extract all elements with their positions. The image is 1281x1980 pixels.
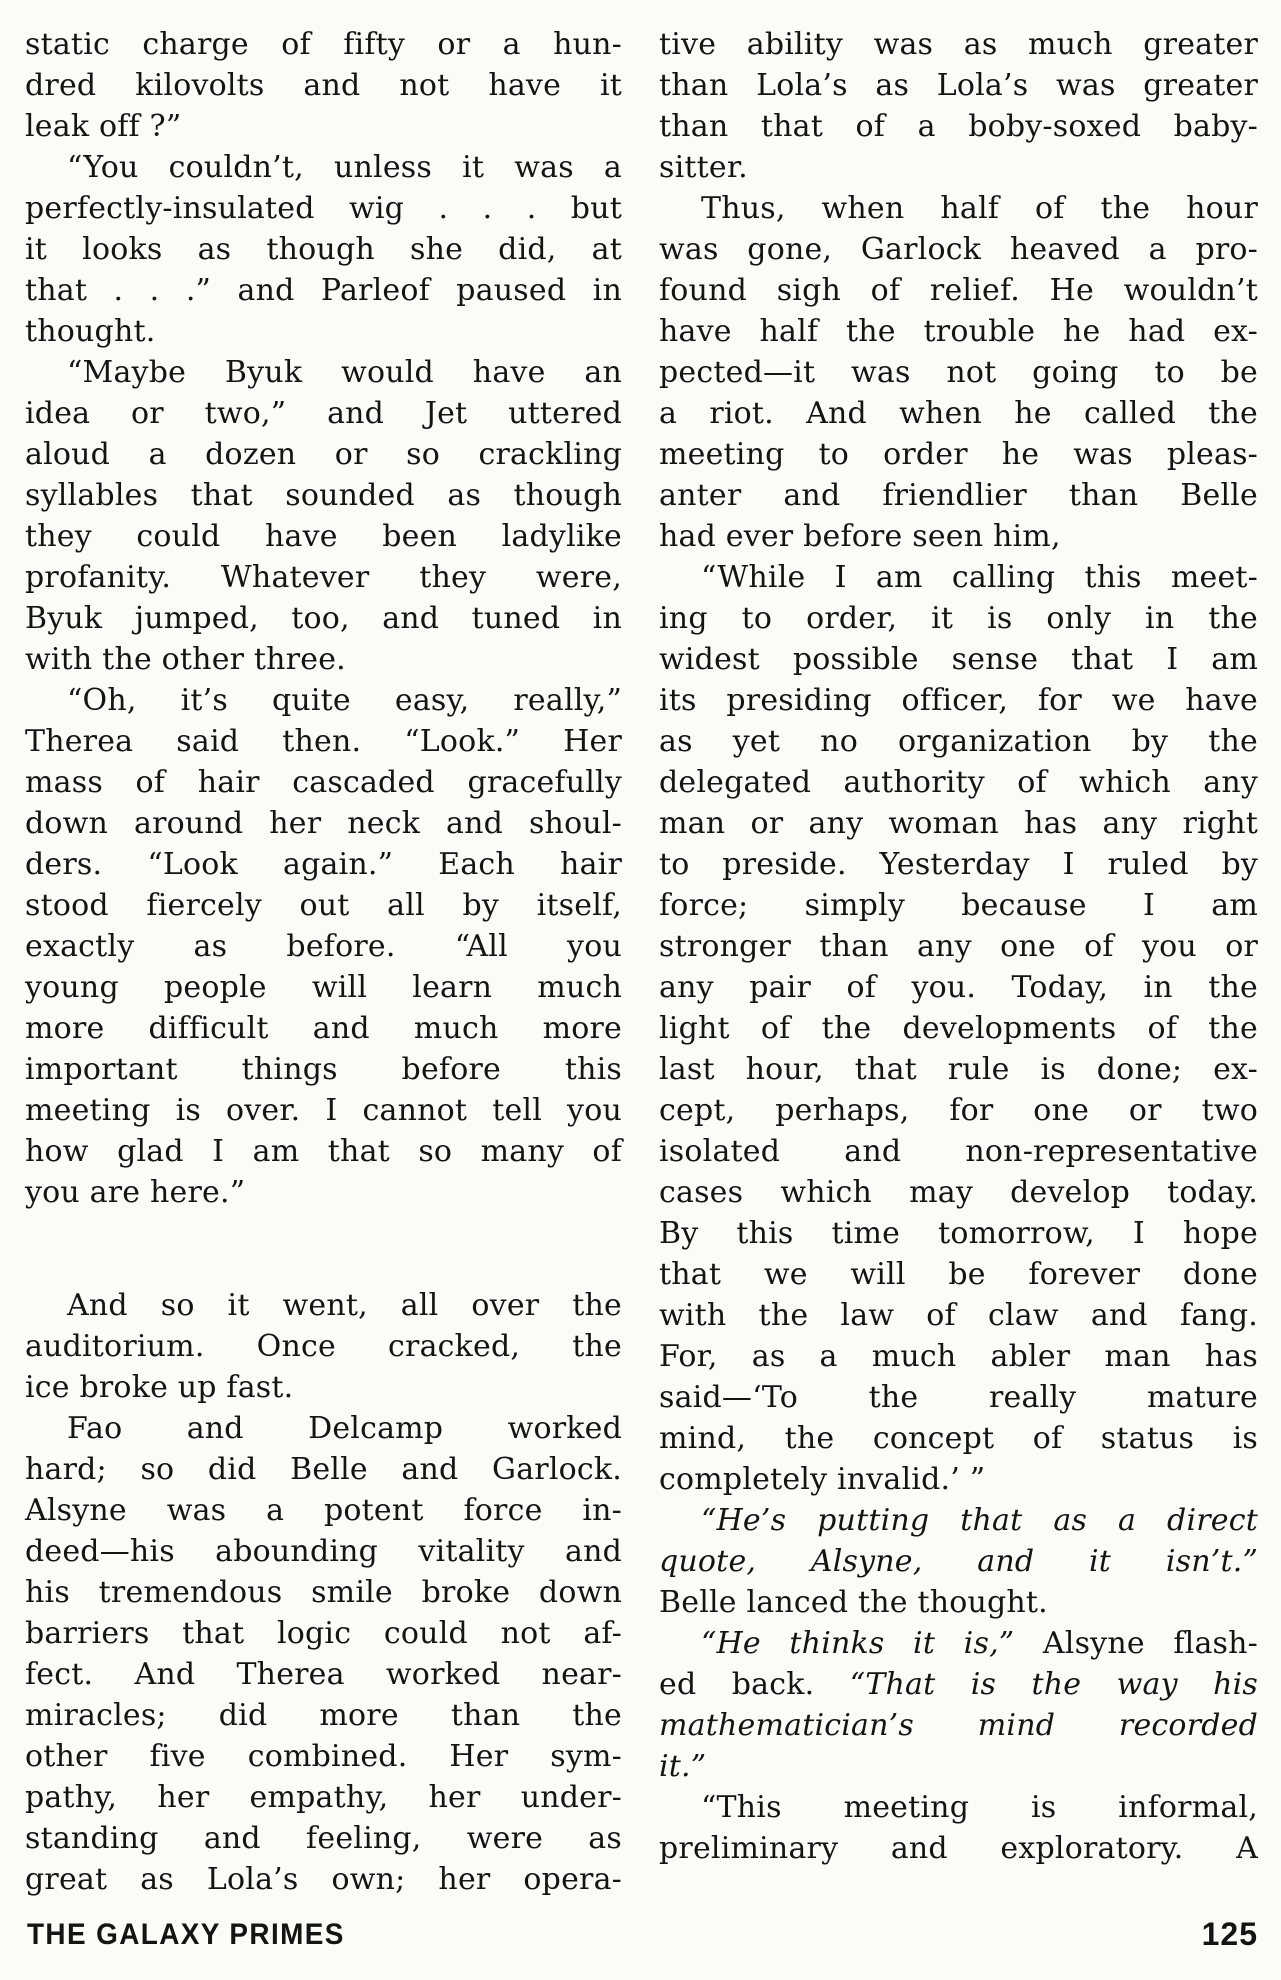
text-line: to preside. Yesterday I ruled by xyxy=(659,847,1258,882)
text-segment: mathematician’s mind recorded xyxy=(659,1708,1258,1743)
text-line: ders. “Look again.” Each hair xyxy=(25,847,622,882)
paragraph xyxy=(25,352,622,680)
text-segment: “That is the way his xyxy=(849,1667,1259,1702)
text-line xyxy=(659,1664,1258,1705)
text-line: leak off ?” xyxy=(25,109,182,144)
text-line: “While I am calling this meet- xyxy=(701,560,1258,595)
paragraph xyxy=(25,1408,622,1900)
paragraph xyxy=(659,24,1258,188)
paragraph xyxy=(659,1787,1258,1869)
text-segment: quote, Alsyne, and it isn’t.” xyxy=(659,1544,1258,1579)
text-line: man or any woman has any right xyxy=(659,806,1258,841)
text-line: isolated and non-representative xyxy=(659,1134,1258,1169)
text-segment: it.” xyxy=(659,1749,707,1784)
text-line: cases which may develop today. xyxy=(659,1175,1258,1210)
paragraph xyxy=(659,1500,1258,1623)
text-line: ice broke up fast. xyxy=(25,1370,294,1405)
text-line: have half the trouble he had ex- xyxy=(659,314,1258,349)
paragraph xyxy=(25,1285,622,1408)
paragraph xyxy=(659,557,1258,1500)
text-line: barriers that logic could not af- xyxy=(25,1616,622,1651)
text-line: miracles; did more than the xyxy=(25,1698,622,1733)
text-line: auditorium. Once cracked, the xyxy=(25,1329,622,1364)
text-line xyxy=(659,1541,1258,1582)
text-line: Fao and Delcamp worked xyxy=(67,1411,622,1446)
text-segment: “He’s putting that as a direct xyxy=(701,1503,1258,1538)
text-line: than Lola’s as Lola’s was greater xyxy=(659,68,1258,103)
text-line: they could have been ladylike xyxy=(25,519,622,554)
text-line: that . . .” and Parleof paused in xyxy=(25,273,622,308)
text-line: static charge of fifty or a hun- xyxy=(25,27,622,62)
text-line: mass of hair cascaded gracefully xyxy=(25,765,622,800)
text-line: other five combined. Her sym- xyxy=(25,1739,622,1774)
text-line: profanity. Whatever they were, xyxy=(25,560,622,595)
text-line: aloud a dozen or so crackling xyxy=(25,437,622,472)
page-number: 125 xyxy=(1201,1916,1258,1952)
text-line: last hour, that rule is done; ex- xyxy=(659,1052,1258,1087)
text-line: young people will learn much xyxy=(25,970,622,1005)
text-line: pathy, her empathy, her under- xyxy=(25,1780,622,1815)
text-line: it looks as though she did, at xyxy=(25,232,622,267)
text-line: fect. And Therea worked near- xyxy=(25,1657,622,1692)
text-segment: Alsyne flash- xyxy=(1014,1626,1258,1661)
paragraph xyxy=(659,1623,1258,1787)
text-line: syllables that sounded as though xyxy=(25,478,622,513)
text-line: Thus, when half of the hour xyxy=(701,191,1258,226)
text-line: preliminary and exploratory. A xyxy=(659,1831,1258,1866)
text-line: deed—his abounding vitality and xyxy=(25,1534,622,1569)
text-segment: “He thinks it is,” xyxy=(701,1626,1015,1661)
text-line: had ever before seen him, xyxy=(659,519,1061,554)
text-line: mind, the concept of status is xyxy=(659,1421,1258,1456)
text-line: widest possible sense that I am xyxy=(659,642,1258,677)
text-line: down around her neck and shoul- xyxy=(25,806,622,841)
text-line: that we will be forever done xyxy=(659,1257,1258,1292)
text-line: “You couldn’t, unless it was a xyxy=(67,150,622,185)
text-line: Byuk jumped, too, and tuned in xyxy=(25,601,622,636)
text-line: you are here.” xyxy=(25,1175,246,1210)
text-line: light of the developments of the xyxy=(659,1011,1258,1046)
text-line: delegated authority of which any xyxy=(659,765,1258,800)
text-line: as yet no organization by the xyxy=(659,724,1258,759)
text-segment: ed back. xyxy=(659,1667,850,1702)
text-column-right xyxy=(659,24,1258,1869)
text-line: dred kilovolts and not have it xyxy=(25,68,622,103)
text-line: Alsyne was a potent force in- xyxy=(25,1493,622,1528)
paragraph xyxy=(25,147,622,352)
text-line: his tremendous smile broke down xyxy=(25,1575,622,1610)
text-line: idea or two,” and Jet uttered xyxy=(25,396,622,431)
text-line xyxy=(659,1746,1258,1787)
text-line xyxy=(659,1500,1258,1541)
text-line: how glad I am that so many of xyxy=(25,1134,622,1169)
text-line: thought. xyxy=(25,314,156,349)
text-line: important things before this xyxy=(25,1052,622,1087)
text-line: standing and feeling, were as xyxy=(25,1821,622,1856)
text-line: anter and friendlier than Belle xyxy=(659,478,1258,513)
text-line: exactly as before. “All you xyxy=(25,929,622,964)
text-line: stronger than any one of you or xyxy=(659,929,1258,964)
text-line xyxy=(659,1623,1258,1664)
text-line: its presiding officer, for we have xyxy=(659,683,1258,718)
text-line: “Maybe Byuk would have an xyxy=(67,355,622,390)
text-line: with the law of claw and fang. xyxy=(659,1298,1258,1333)
text-line: cept, perhaps, for one or two xyxy=(659,1093,1258,1128)
text-line: Belle lanced the thought. xyxy=(659,1585,1048,1620)
text-line: any pair of you. Today, in the xyxy=(659,970,1258,1005)
text-line: said—‘To the really mature xyxy=(659,1380,1258,1415)
paragraph xyxy=(25,24,622,147)
text-line: For, as a much abler man has xyxy=(659,1339,1258,1374)
text-line: great as Lola’s own; her opera- xyxy=(25,1862,622,1897)
text-line: more difficult and much more xyxy=(25,1011,622,1046)
text-line: than that of a boby-soxed baby- xyxy=(659,109,1258,144)
text-line: stood fiercely out all by itself, xyxy=(25,888,622,923)
text-line: hard; so did Belle and Garlock. xyxy=(25,1452,622,1487)
text-line: sitter. xyxy=(659,150,748,185)
text-line: pected—it was not going to be xyxy=(659,355,1258,390)
text-line: meeting is over. I cannot tell you xyxy=(25,1093,622,1128)
text-line: with the other three. xyxy=(25,642,346,677)
text-line: And so it went, all over the xyxy=(67,1288,622,1323)
text-line: found sigh of relief. He wouldn’t xyxy=(659,273,1258,308)
text-line: “This meeting is informal, xyxy=(701,1790,1258,1825)
text-line: completely invalid.’ ” xyxy=(659,1462,986,1497)
paragraph xyxy=(25,680,622,1213)
text-line: force; simply because I am xyxy=(659,888,1258,923)
text-line: ing to order, it is only in the xyxy=(659,601,1258,636)
text-line: was gone, Garlock heaved a pro- xyxy=(659,232,1258,267)
running-title: THE GALAXY PRIMES xyxy=(27,1918,345,1951)
text-line: a riot. And when he called the xyxy=(659,396,1258,431)
text-line: Therea said then. “Look.” Her xyxy=(25,724,622,759)
text-line: tive ability was as much greater xyxy=(659,27,1258,62)
text-column-left xyxy=(25,24,622,1900)
text-line xyxy=(659,1705,1258,1746)
text-line: meeting to order he was pleas- xyxy=(659,437,1258,472)
paragraph xyxy=(659,188,1258,557)
text-line: By this time tomorrow, I hope xyxy=(659,1216,1258,1251)
text-line: “Oh, it’s quite easy, really,” xyxy=(67,683,622,718)
text-line: perfectly-insulated wig . . . but xyxy=(25,191,622,226)
